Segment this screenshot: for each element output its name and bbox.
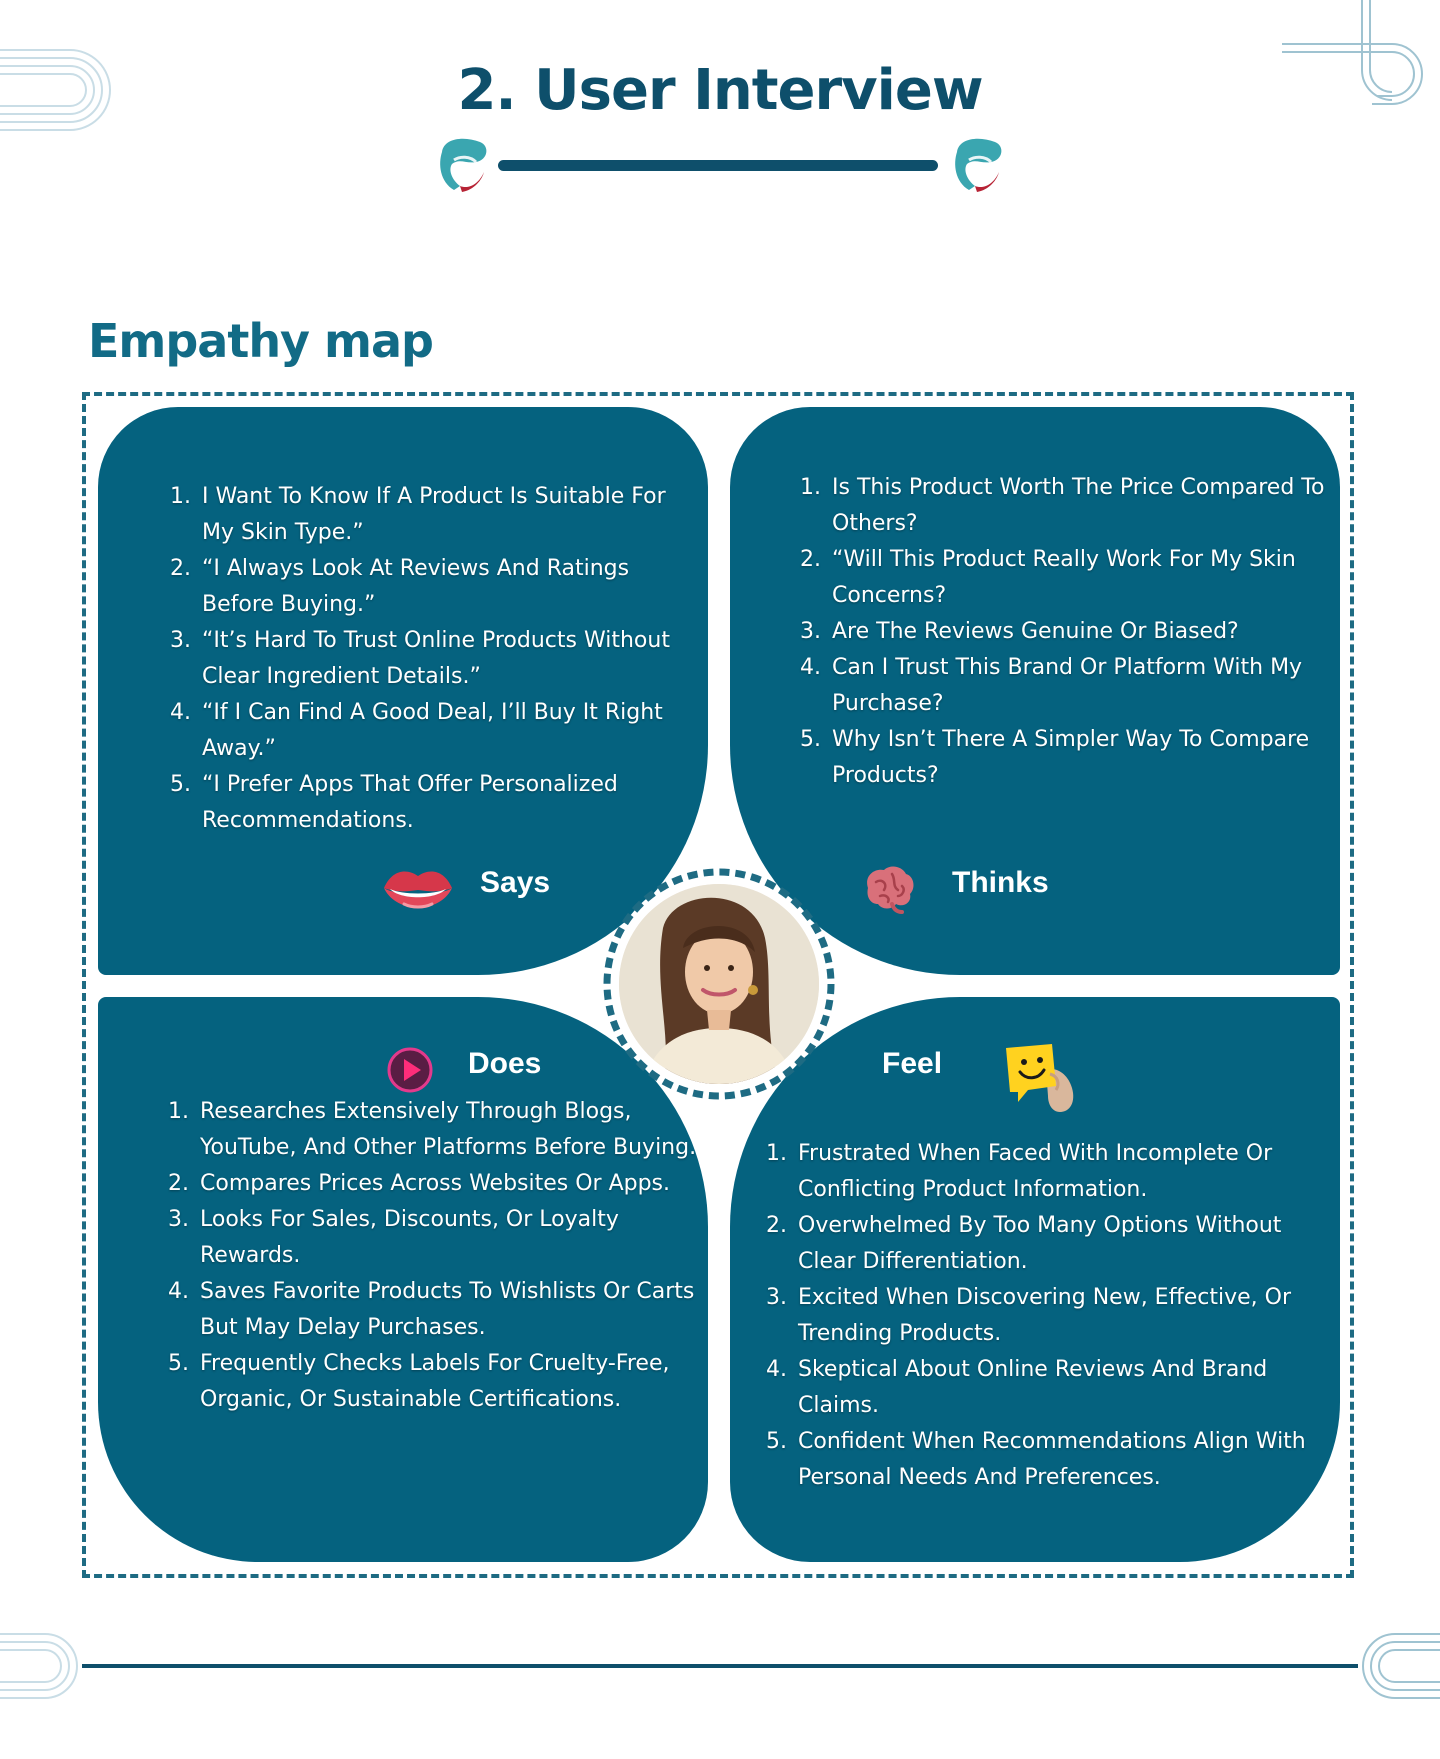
page-title: 2. User Interview: [457, 58, 983, 123]
says-label: Says: [480, 866, 551, 899]
does-label: Does: [468, 1047, 542, 1080]
feel-label: Feel: [882, 1047, 943, 1080]
brain-icon: [862, 864, 916, 914]
list-item: 4. “If I Can Find A Good Deal, I’ll Buy It Right Away.”: [198, 695, 698, 767]
list-item: 4. Can I Trust This Brand Or Platform With My Purchase?: [828, 650, 1328, 722]
list-item: 3. Excited When Discovering New, Effective, Or Trending Products.: [794, 1280, 1344, 1352]
list-item: 1. Researches Extensively Through Blogs, YouTube, And Other Platforms Before Buying.: [196, 1094, 701, 1166]
list-item: 5. Confident When Recommendations Align With Personal Needs And Preferences.: [794, 1424, 1344, 1496]
user-avatar: [603, 868, 835, 1100]
play-icon: [386, 1046, 434, 1094]
thinks-list: [800, 470, 1328, 794]
ribbon-knot-icon-left: [440, 139, 486, 192]
list-item: 3. Are The Reviews Genuine Or Biased?: [828, 614, 1328, 650]
list-item: 3. “It’s Hard To Trust Online Products Without Clear Ingredient Details.”: [198, 623, 698, 695]
section-title: Empathy map: [88, 314, 433, 368]
lips-icon: [382, 862, 454, 918]
list-item: 3. Looks For Sales, Discounts, Or Loyalty Rewards.: [196, 1202, 701, 1274]
list-item: 5. “I Prefer Apps That Offer Personalized Recommendations.: [198, 767, 698, 839]
does-list: [168, 1094, 701, 1418]
corner-decoration-bottom-right: [1350, 1626, 1440, 1706]
ribbon-knot-icon-right: [955, 139, 1001, 192]
list-item: 2. Overwhelmed By Too Many Options Without Clear Differentiation.: [794, 1208, 1344, 1280]
list-item: 1. Frustrated When Faced With Incomplete Or Conflicting Product Information.: [794, 1136, 1344, 1208]
title-divider-ornament: [430, 130, 1010, 200]
list-item: 4. Skeptical About Online Reviews And Brand Claims.: [794, 1352, 1344, 1424]
list-item: 5. Why Isn’t There A Simpler Way To Compare Products?: [828, 722, 1328, 794]
list-item: 2. “Will This Product Really Work For My Skin Concerns?: [828, 542, 1328, 614]
says-list: [170, 479, 698, 839]
smiley-note-icon: [998, 1040, 1082, 1116]
list-item: 4. Saves Favorite Products To Wishlists Or Carts But May Delay Purchases.: [196, 1274, 701, 1346]
feel-list: [766, 1136, 1344, 1496]
list-item: 2. “I Always Look At Reviews And Ratings Before Buying.”: [198, 551, 698, 623]
corner-decoration-bottom-left: [0, 1626, 90, 1706]
list-item: 2. Compares Prices Across Websites Or Apps.: [196, 1166, 701, 1202]
thinks-label: Thinks: [952, 866, 1049, 899]
list-item: 1. I Want To Know If A Product Is Suitable For My Skin Type.”: [198, 479, 698, 551]
list-item: 5. Frequently Checks Labels For Cruelty-Free, Organic, Or Sustainable Certifications.: [196, 1346, 701, 1418]
list-item: 1. Is This Product Worth The Price Compared To Others?: [828, 470, 1328, 542]
footer-divider: [82, 1664, 1358, 1668]
